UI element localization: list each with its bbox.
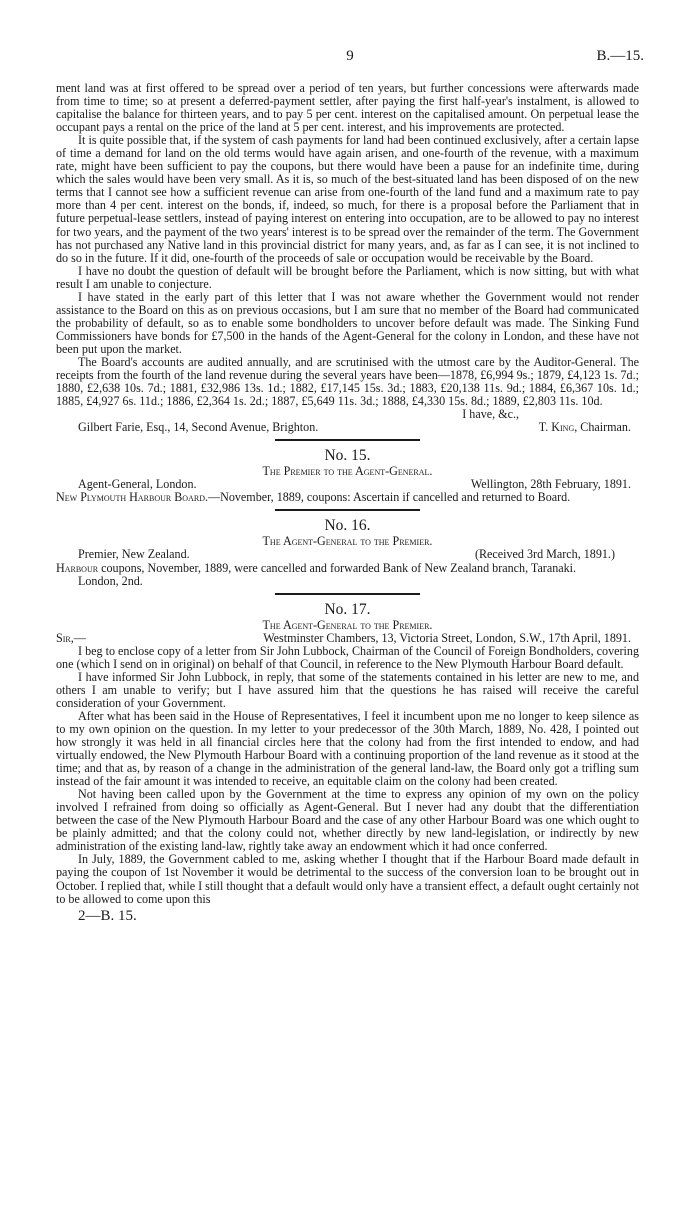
document-number: No. 15. — [324, 447, 371, 465]
subject-text: —November, 1889, coupons: Ascertain if cancelled and returned to Board. — [208, 490, 571, 505]
page-number: 9 — [346, 48, 354, 64]
paragraph: I have no doubt the question of default will be brought before the Parliament, which is now sitting, but with what result I am unable to conjecture. — [56, 263, 639, 291]
paragraph: The Board's accounts are audited annually, and are scrutinised with the utmost care by the Auditor-General. The receipts from the fourth of the land revenue during the several years have been—1878, £6,994 9s.; 1879, £4,123 1s. 7d.; 1880, £2,638 10s. 7d.; 1881, £32,986 13s. 1d.; 1882, £17,145 15s. 3d.; 1883, £20,138 11s. 9d.; 1884, £6,367 10s. 1d.; 1885, £4,927 6s. 11d.; 1886, £2,364 1s. 2d.; 1887, £5,649 11s. 3d.; 1888, £4,330 15s. 8d.; 1889, £2,803 11s. 10d. — [56, 354, 639, 409]
telegram-text — [56, 562, 639, 575]
recipient: Agent-General, London. — [78, 477, 197, 492]
paragraph: I have stated in the early part of this letter that I was not aware whether the Government would not render assistance to the Board on this as on previous occasions, but I am sure that no member of the Board had communicated the probability of default, so as to enable some bondholders to uncover before default was made. The Sinking Fund Commissioners have bonds for £7,500 in the hands of the Agent-General for the colony in London, and these have not been put upon the market. — [56, 289, 639, 356]
signature-line — [56, 421, 639, 434]
signature — [539, 421, 631, 434]
addressee: Gilbert Farie, Esq., 14, Second Avenue, Brighton. — [78, 420, 319, 435]
text-body: coupons, November, 1889, were cancelled and forwarded Bank of New Zealand branch, Taranaki. — [98, 560, 577, 575]
paragraph: ment land was at first offered to be spread over a period of ten years, but further concessions were afterwards made from time to time; so at present a deferred-payment settler, after paying the first half-year's instalment, is allowed to capitalise the balance for thirteen years, and to pay 5 per cent. interest on the capitalised amount. On perpetual lease the occupant pays a rental on the price of the land at 5 per cent. interest, and his improvements are protected. — [56, 81, 639, 135]
sign-off: London, 2nd. — [78, 573, 143, 588]
document-title: The Agent-General to the Premier. — [262, 617, 433, 632]
paragraph: After what has been said in the House of Representatives, I feel it incumbent upon me no longer to keep silence as to my own opinion on the question. In my letter to your predecessor of the 30th March, 1889, No. 428, I pointed out how strongly it was held in all financial circles here that the colony had from the first intended to endow, and had virtually endowed, the New Plymouth Harbour Board with a continuing proportion of the land revenue as it stood at the time; and that as, by reason of a change in the administration of the general land-law, the Board only got a trifling sum instead of the fair amount it was intended to receive, an equitable claim on the colony had been created. — [56, 708, 639, 789]
received-date: (Received 3rd March, 1891.) — [474, 547, 615, 562]
paragraph: In July, 1889, the Government cabled to me, asking whether I thought that if the Harbour Board made default in paying the coupon of 1st November it would be detrimental to the success of the conversion loan to be brought out in October. I replied that, while I still thought that a default would only have a transient effect, a default ought certainly not to be allowed to come upon this — [56, 852, 639, 906]
salutation-line — [56, 632, 639, 645]
document-number: No. 17. — [324, 600, 371, 618]
document-title: The Agent-General to the Premier. — [262, 534, 433, 549]
document-number: No. 16. — [324, 517, 371, 535]
document-title: The Premier to the Agent-General. — [262, 464, 433, 479]
paragraph: I have informed Sir John Lubbock, in reply, that some of the statements contained in his letter are new to me, and others I am unable to verify; but I have assured him that the questions he has raised will receive the careful consideration of your Government. — [56, 669, 639, 710]
document-no-15 — [56, 447, 639, 504]
document-reference: B.—15. — [596, 48, 644, 64]
document-no-16 — [56, 517, 639, 587]
sheet-mark: 2—B. 15. — [78, 907, 137, 924]
page-header — [56, 50, 644, 68]
paragraph: I beg to enclose copy of a letter from Sir John Lubbock, Chairman of the Council of Foreign Bondholders, covering one (which I send on in original) on behalf of that Council, in reference to the New Plymouth Harbour Board default. — [56, 643, 639, 671]
subject-caps: New Plymouth Harbour Board. — [56, 490, 208, 505]
paragraph: It is quite possible that, if the system of cash payments for land had been continued exclusively, after a certain lapse of time a demand for land on the old terms would have again arisen, and one-fourth of the revenue, with a maximum rate, might have been sufficient to pay the coupons, but there would have been a pause for an indefinite time, during which the sales would have been very small. As it is, so much of the best-situated land has been disposed of on the new terms that I cannot see how a sufficient revenue can arise from one-fourth of the land fund and a maximum rate to pay more than 4 per cent. interest on the bonds, if, indeed, so much, for there is a proposal before the Parliament that in future perpetual-lease settlers, instead of paying interest on entering into occupation, are to be allowed to pay no interest for two years, and the payment of the two years' interest is to be spread over the remainder of the term. The Government has not purchased any Native land in this provincial district for many years, and, as far as I can see, it is not inclined to do so in the future. If it did, one-fourth of the proceeds of sale or occupation would be receivable by the Board. — [56, 133, 639, 265]
sender-address: Westminster Chambers, 13, Victoria Street, London, S.W., 17th April, 1891. — [263, 630, 631, 645]
text-caps: Harbour — [56, 560, 99, 575]
signature-initial: T. — [538, 420, 552, 435]
paragraph: Not having been called upon by the Government at the time to express any opinion of my own on the policy involved I refrained from doing so officially as Agent-General. But I never had any doubt that the differentiation between the case of the New Plymouth Harbour Board and the case of any other Harbour Board was one which ought to be plainly admitted; and that the colony could not, whether directly by new land-legislation, or indirectly by new administration of the existing land-law, rightly take away an endowment which it had once conferred. — [56, 787, 639, 854]
letter-continuation — [56, 82, 639, 434]
place-date: Wellington, 28th February, 1891. — [470, 477, 631, 492]
section-divider — [275, 593, 420, 595]
telegram-text — [56, 491, 639, 504]
recipient: Premier, New Zealand. — [78, 547, 190, 562]
document-no-17 — [56, 601, 639, 906]
section-divider — [275, 509, 420, 511]
signature-name: King — [551, 420, 575, 435]
signature-title: , Chairman. — [574, 420, 631, 435]
salutation: Sir,— — [56, 630, 86, 645]
page-body — [56, 82, 639, 925]
closing: I have, &c., — [462, 407, 519, 422]
section-divider — [275, 439, 420, 441]
